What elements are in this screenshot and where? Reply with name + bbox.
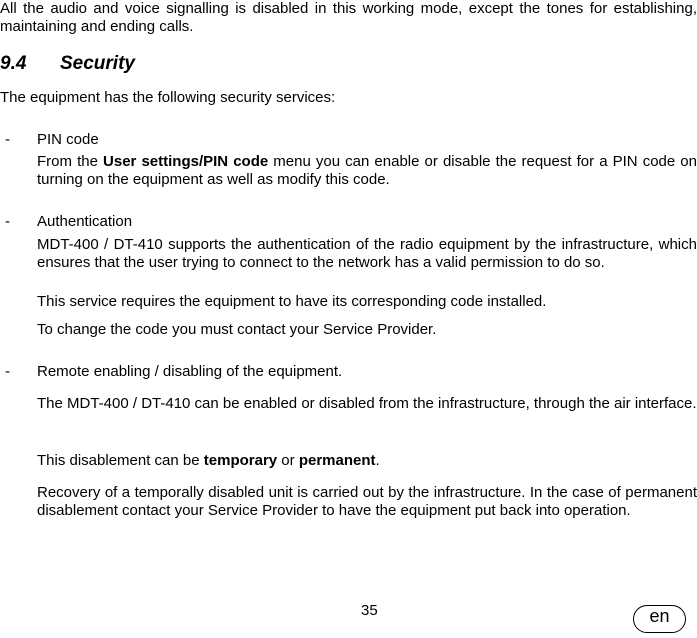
intro-paragraph: All the audio and voice signalling is disabled in this working mode, except the tones for establishing, maintaining and ending calls.: [0, 0, 697, 35]
pin-code-title: PIN code: [37, 131, 99, 148]
remote-enabling-title: Remote enabling / disabling of the equipment.: [37, 363, 343, 380]
list-bullet: -: [5, 213, 10, 230]
section-heading: [0, 53, 135, 75]
authentication-contact: To change the code you must contact your Service Provider.: [37, 321, 437, 338]
authentication-description: MDT-400 / DT-410 supports the authentication of the radio equipment by the infrastructure, which ensures that the user trying to connect to the network has a valid permission to do so.: [37, 236, 697, 271]
recovery-paragraph: Recovery of a temporally disabled unit is carried out by the infrastructure. In the case of permanent disablement contact your Service Provider to have the equipment put back into operation.: [37, 484, 697, 519]
permanent-label: permanent: [298, 452, 376, 469]
remote-enabling-description: The MDT-400 / DT-410 can be enabled or disabled from the infrastructure, through the air interface.: [37, 395, 697, 412]
language-badge: en: [633, 605, 686, 633]
page-number: 35: [361, 602, 378, 619]
disablement-types: This disablement can be temporary or permanent.: [37, 452, 380, 469]
section-title: Security: [60, 53, 135, 74]
authentication-requirement: This service requires the equipment to have its corresponding code installed.: [37, 293, 547, 310]
authentication-title: Authentication: [37, 213, 133, 230]
lead-text: The equipment has the following security services:: [0, 89, 336, 106]
menu-path: User settings/PIN code: [103, 153, 269, 170]
pin-code-description: From the User settings/PIN code menu you can enable or disable the request for a PIN code on turning on the equipment as well as modify this code.: [37, 153, 697, 188]
section-number: 9.4: [0, 53, 27, 74]
temporary-label: temporary: [203, 452, 278, 469]
list-bullet: -: [5, 131, 10, 148]
list-bullet: -: [5, 363, 10, 380]
